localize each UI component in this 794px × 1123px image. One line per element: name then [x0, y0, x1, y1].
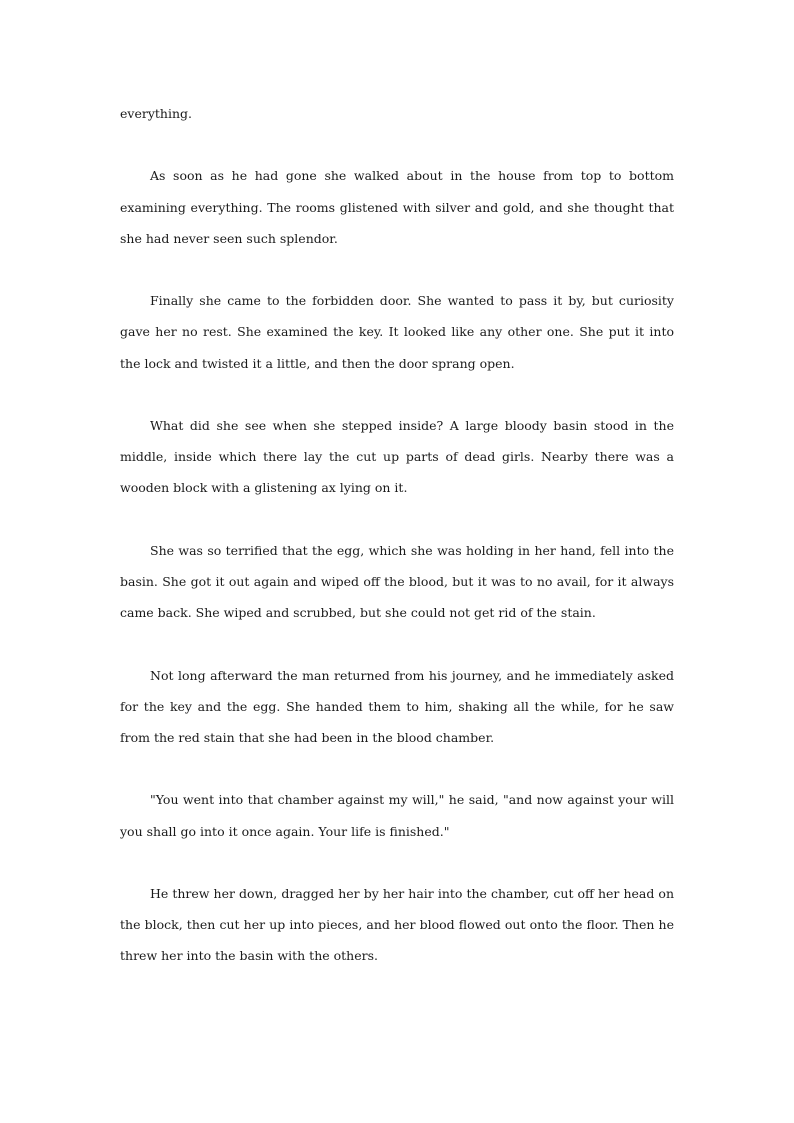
paragraph-continuation: everything.	[120, 106, 192, 121]
paragraph: Not long afterward the man returned from his journey, and he immediately asked for the key and the egg. She handed them to him, shaking all the while, for he saw from the red stain that she had been in the blood chamber.	[120, 667, 674, 745]
paragraph: As soon as he had gone she walked about in the house from top to bottom examining everything. The rooms glistened with silver and gold, and she thought that she had never seen such splendor.	[120, 168, 674, 246]
document-page	[120, 98, 674, 1003]
paragraph: She was so terrified that the egg, which she was holding in her hand, fell into the basin. She got it out again and wiped off the blood, but it was to no avail, for it always came back. She wiped and scrubbed, but she could not get rid of the stain.	[120, 542, 674, 621]
paragraph: What did she see when she stepped inside? A large bloody basin stood in the middle, inside which there lay the cut up parts of dead girls. Nearby there was a wooden block with a glistening ax lying on it.	[120, 417, 674, 496]
paragraph: Finally she came to the forbidden door. She wanted to pass it by, but curiosity gave her no rest. She examined the key. It looked like any other one. She put it into the lock and twisted it a little, and then the door sprang open.	[120, 293, 674, 371]
paragraph: He threw her down, dragged her by her hair into the chamber, cut off her head on the block, then cut her up into pieces, and her blood flowed out onto the floor. Then he threw her into the basin with the others.	[120, 885, 674, 964]
paragraph-dialogue: "You went into that chamber against my will," he said, "and now against your will you shall go into it once again. Your life is finished."	[120, 792, 674, 839]
